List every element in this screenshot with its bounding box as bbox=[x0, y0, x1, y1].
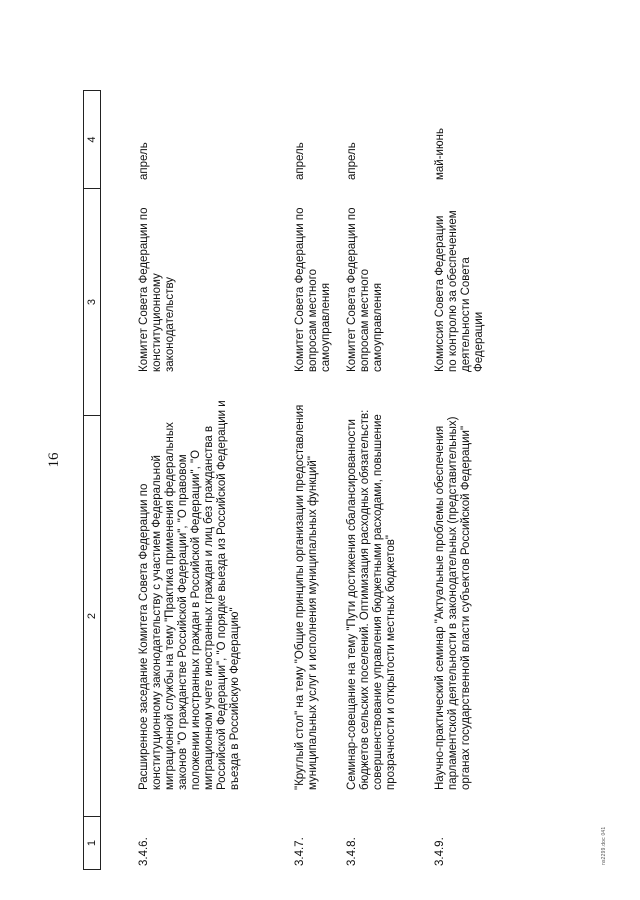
column-header-4: 4 bbox=[86, 136, 98, 143]
event-description: "Круглый стол" на тему "Общие принципы организации предоставления муниципальных услуг и исполнения муниципальных функций" bbox=[294, 404, 319, 790]
event-period: апрель bbox=[294, 142, 306, 180]
row-number: 3.4.6. bbox=[138, 837, 150, 866]
column-divider bbox=[84, 415, 100, 416]
row-number: 3.4.8. bbox=[346, 837, 358, 866]
event-description: Научно-практический семинар "Актуальные проблемы обеспечения парламентской деятельности в законодательных (представительных) органах государственной власти субъектов Российской Федерации" bbox=[434, 416, 472, 790]
column-divider bbox=[84, 188, 100, 189]
responsible-committee: Комитет Совета Федерации по конституционному законодательству bbox=[138, 207, 176, 372]
column-header-2: 2 bbox=[86, 612, 98, 620]
event-description: Семинар-совещание на тему "Пути достижения сбалансированности бюджетов сельских поселений. Оптимизация расходных обязательств: совершенствование управления бюджетными расходами, повышение прозрачности и открытости местных бюджетов" bbox=[346, 409, 397, 790]
column-header-3: 3 bbox=[86, 298, 98, 306]
rotated-table-content bbox=[0, 60, 620, 900]
responsible-committee: Комитет Совета Федерации по вопросам местного самоуправления bbox=[346, 207, 384, 372]
responsible-committee: Комитет Совета Федерации по вопросам местного самоуправления bbox=[294, 207, 332, 372]
event-period: май-июнь bbox=[434, 128, 446, 180]
event-period: апрель bbox=[346, 142, 358, 180]
column-divider bbox=[84, 816, 100, 817]
event-period: апрель bbox=[138, 142, 150, 180]
row-number: 3.4.9. bbox=[434, 837, 446, 866]
column-header-1: 1 bbox=[86, 839, 98, 847]
event-description: Расширенное заседание Комитета Совета Федерации по конституционному законодательству с участием Федеральной миграционной службы на тему "Практика применения федеральных законов "О гражданстве Российской Федерации", "О правовом положении иностранных граждан в Российской Федерации", "О миграционном учете иностранных граждан и лиц без гражданства в Российской Федерации", "О порядке выезда из Российской Федерации и въезда в Российскую Федерацию" bbox=[138, 400, 241, 790]
page-number: 16 bbox=[46, 452, 62, 468]
row-number: 3.4.7. bbox=[294, 837, 306, 866]
file-footnote: ns2299.doc 041 bbox=[601, 826, 607, 865]
responsible-committee: Комиссия Совета Федерации по контролю за обеспечением деятельности Совета Федерации bbox=[434, 210, 485, 372]
table-header bbox=[83, 90, 101, 870]
